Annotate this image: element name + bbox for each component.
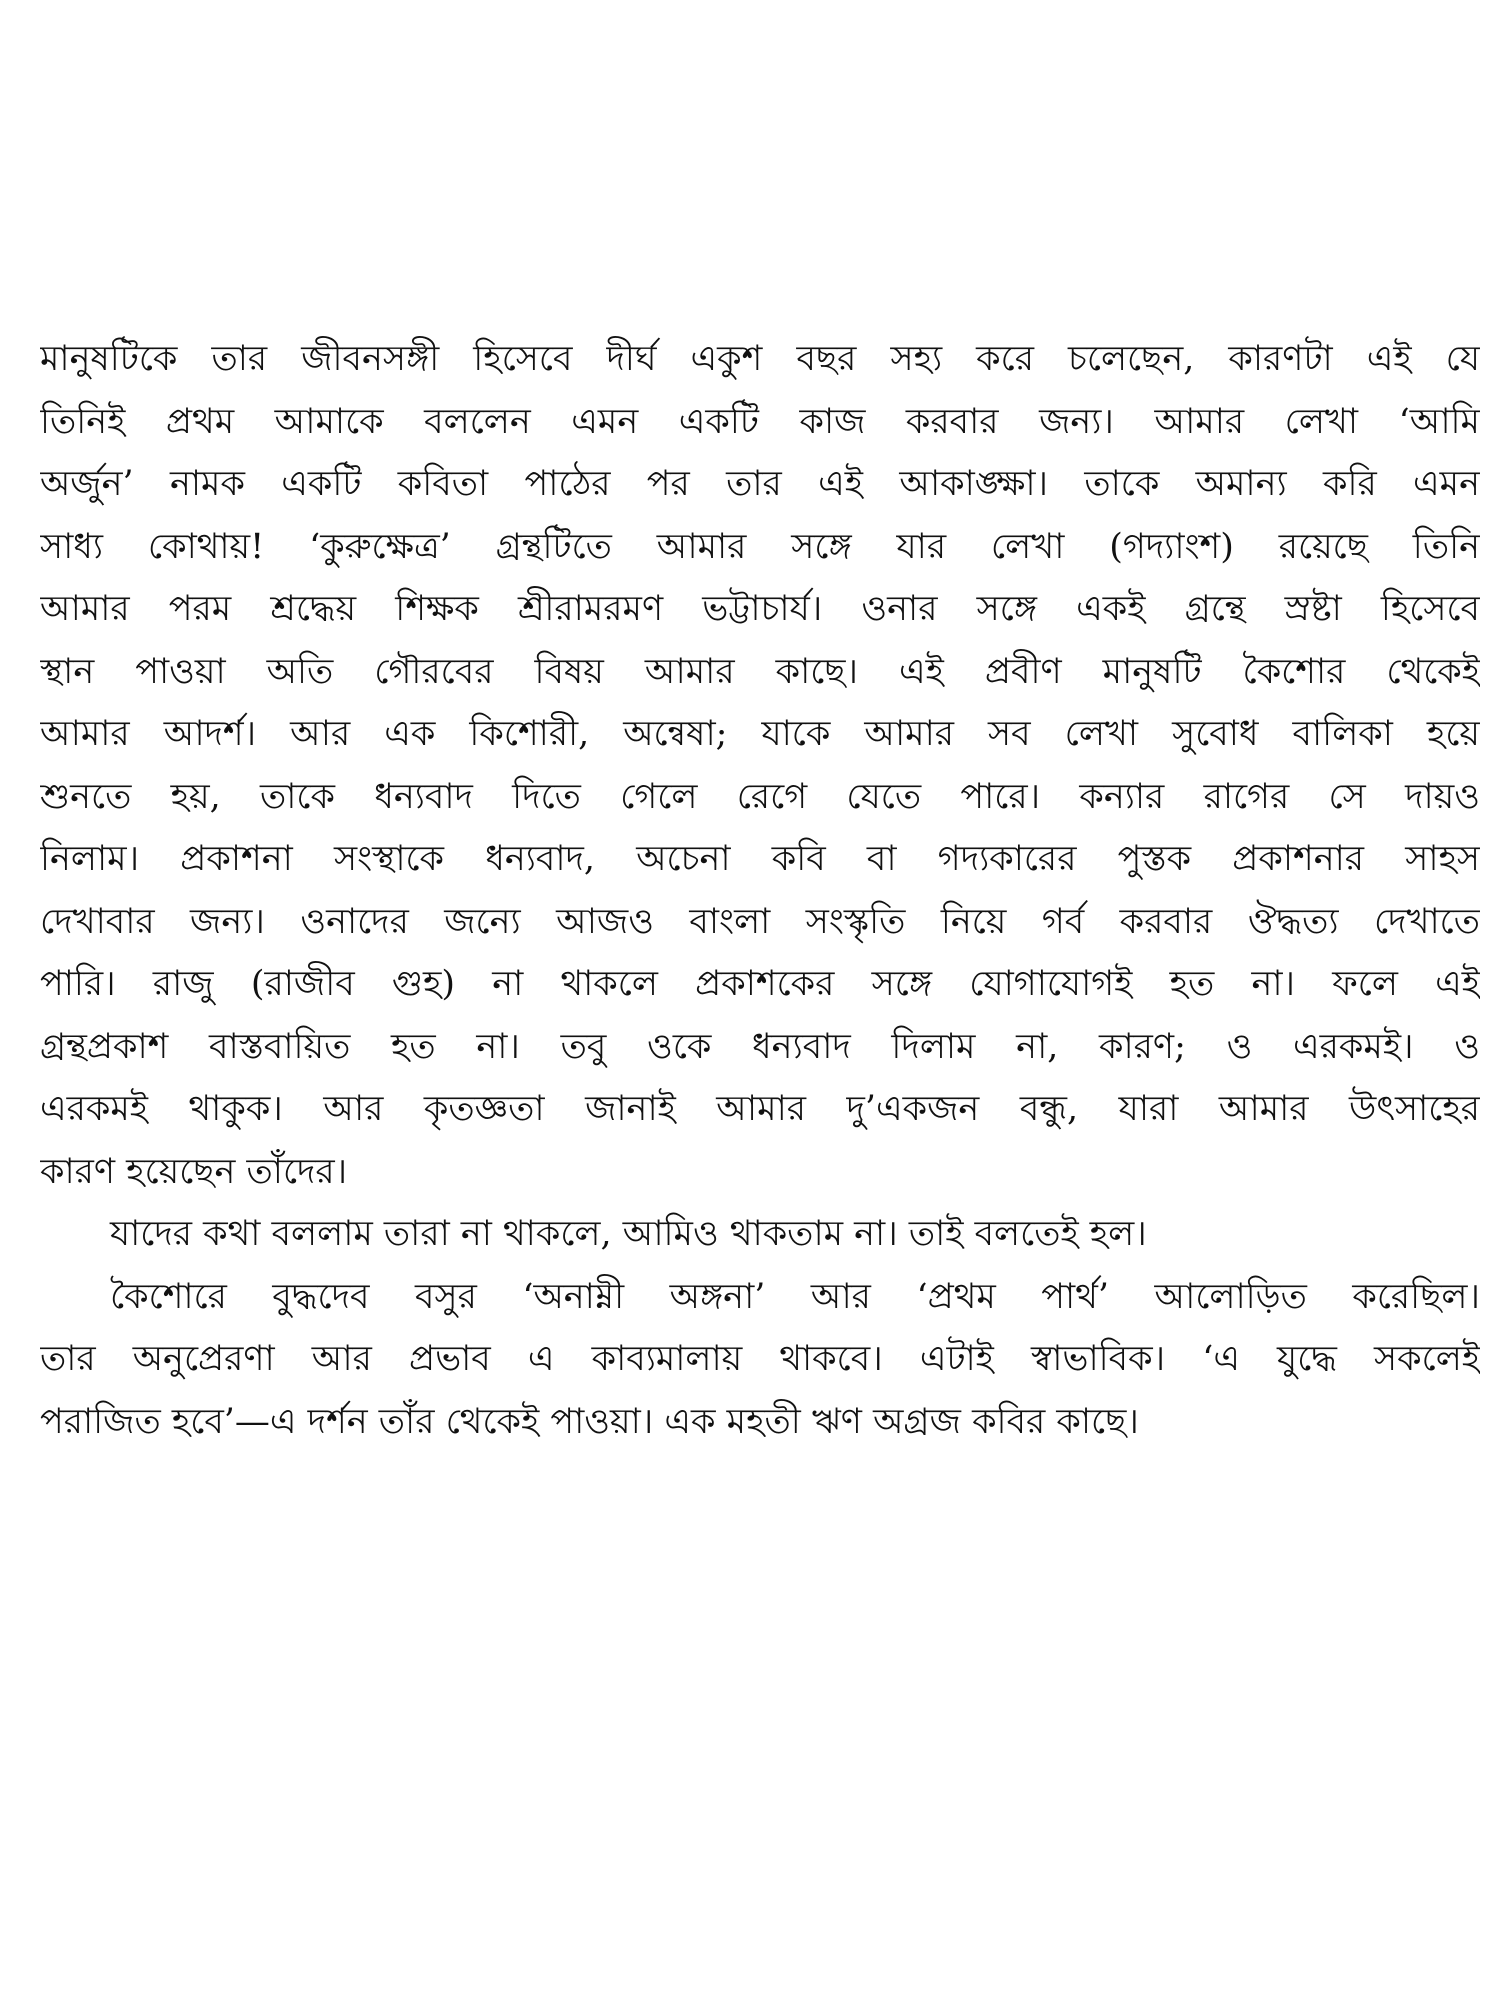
- text-line: নিলাম। প্রকাশনা সংস্থাকে ধন্যবাদ, অচেনা কবি বা গদ্যকারের পুস্তক প্রকাশনার সাহস: [40, 839, 1480, 879]
- text-line: তিনিই প্রথম আমাকে বললেন এমন একটি কাজ করবার জন্য। আমার লেখা ‘আমি: [40, 401, 1480, 442]
- text-line: তার অনুপ্রেরণা আর প্রভাব এ কাব্যমালায় থাকবে। এটাই স্বাভাবিক। ‘এ যুদ্ধে সকলেই: [40, 1339, 1480, 1379]
- text-line: আমার পরম শ্রদ্ধেয় শিক্ষক শ্রীরামরমণ ভট্টাচার্য। ওনার সঙ্গে একই গ্রন্থে স্রষ্টা হিসেবে: [40, 589, 1480, 629]
- text-line: অর্জুন’ নামক একটি কবিতা পাঠের পর তার এই আকাঙ্ক্ষা। তাকে অমান্য করি এমন: [40, 464, 1480, 504]
- text-line: স্থান পাওয়া অতি গৌরবের বিষয় আমার কাছে। এই প্রবীণ মানুষটি কৈশোর থেকেই: [40, 651, 1480, 692]
- paragraph-1: [40, 328, 1480, 1203]
- paragraph-3: [40, 1266, 1480, 1454]
- text-line: মানুষটিকে তার জীবনসঙ্গী হিসেবে দীর্ঘ একুশ বছর সহ্য করে চলেছেন, কারণটা এই যে: [40, 339, 1480, 379]
- text-line: গ্রন্থপ্রকাশ বাস্তবায়িত হত না। তবু ওকে ধন্যবাদ দিলাম না, কারণ; ও এরকমই। ও: [40, 1026, 1480, 1067]
- text-line: পরাজিত হবে’—এ দর্শন তাঁর থেকেই পাওয়া। এক মহতী ঋণ অগ্রজ কবির কাছে।: [40, 1401, 1139, 1442]
- text-line: পারি। রাজু (রাজীব গুহ) না থাকলে প্রকাশকের সঙ্গে যোগাযোগই হত না। ফলে এই: [40, 964, 1480, 1004]
- text-line: আমার আদর্শ। আর এক কিশোরী, অন্বেষা; যাকে আমার সব লেখা সুবোধ বালিকা হয়ে: [40, 714, 1480, 754]
- text-line: শুনতে হয়, তাকে ধন্যবাদ দিতে গেলে রেগে যেতে পারে। কন্যার রাগের সে দায়ও: [40, 776, 1480, 817]
- paragraph-2: [40, 1203, 1480, 1266]
- text-line: এরকমই থাকুক। আর কৃতজ্ঞতা জানাই আমার দু’একজন বন্ধু, যারা আমার উৎসাহের: [40, 1089, 1480, 1129]
- text-line: দেখাবার জন্য। ওনাদের জন্যে আজও বাংলা সংস্কৃতি নিয়ে গর্ব করবার ঔদ্ধত্য দেখাতে: [40, 901, 1480, 942]
- body-text: [40, 328, 1480, 1453]
- text-line: কারণ হয়েছেন তাঁদের।: [40, 1151, 348, 1192]
- text-line: সাধ্য কোথায়! ‘কুরুক্ষেত্র’ গ্রন্থটিতে আমার সঙ্গে যার লেখা (গদ্যাংশ) রয়েছে তিনি: [40, 526, 1480, 567]
- text-line: যাদের কথা বললাম তারা না থাকলে, আমিও থাকতাম না। তাই বলতেই হল।: [110, 1214, 1147, 1254]
- text-line: কৈশোরে বুদ্ধদেব বসুর ‘অনাম্নী অঙ্গনা’ আর ‘প্রথম পার্থ’ আলোড়িত করেছিল।: [110, 1276, 1480, 1317]
